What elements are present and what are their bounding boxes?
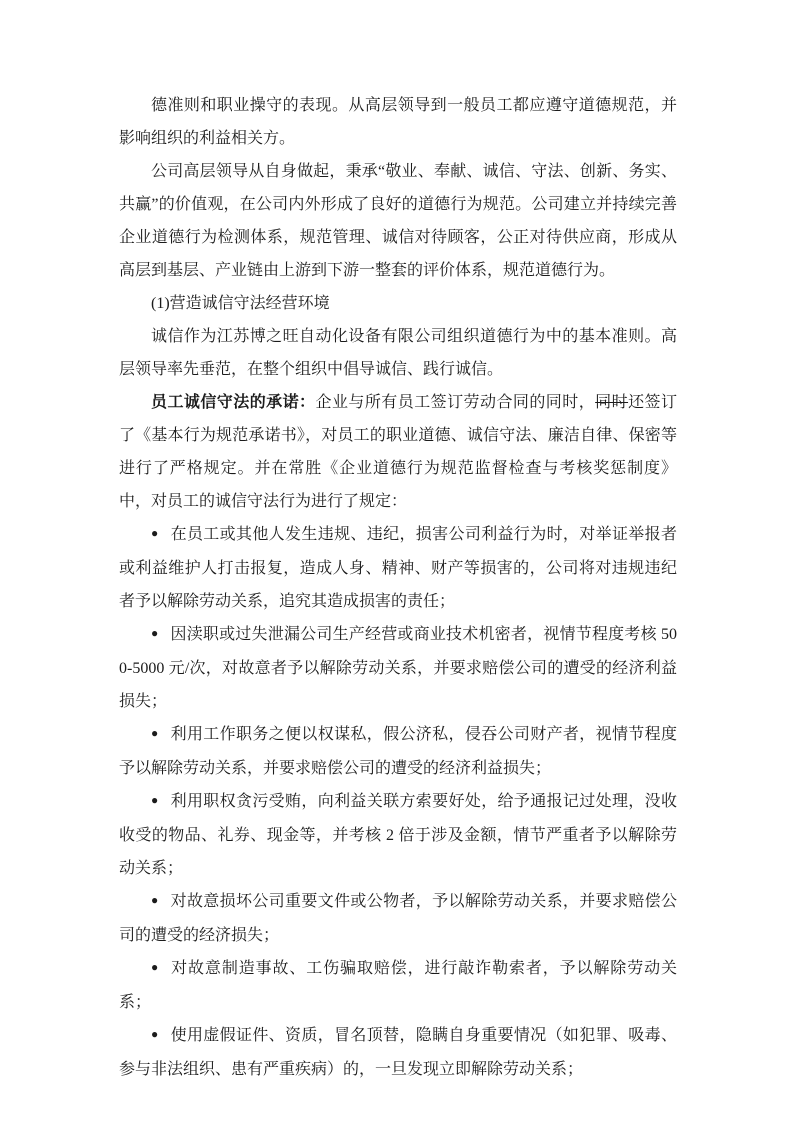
commitment-text-part1: 企业与所有员工签订劳动合同的同时， xyxy=(315,394,596,411)
bullet-text: 利用职权贪污受贿，向利益关联方索要好处，给予通报记过处理，没收收受的物品、礼券、现金等，并考核 2 倍于涉及金额，情节严重者予以解除劳动关系； xyxy=(119,793,677,877)
deleted-text: 同时 xyxy=(595,394,629,411)
bullet-item-damage-property xyxy=(119,885,677,952)
bullet-item-fraud-extortion xyxy=(119,952,677,1019)
bullet-icon: ● xyxy=(151,1027,159,1041)
commitment-lead-in: 员工诚信守法的承诺： xyxy=(151,394,316,411)
bullet-item-secret-leak xyxy=(119,618,677,718)
bullet-item-retaliation xyxy=(119,518,677,618)
bullet-icon: ● xyxy=(151,626,159,640)
bullet-text: 对故意损坏公司重要文件或公物者，予以解除劳动关系，并要求赔偿公司的遭受的经济损失； xyxy=(119,893,677,944)
bullet-item-abuse-of-position xyxy=(119,718,677,785)
bullet-text: 使用虚假证件、资质，冒名顶替，隐瞒自身重要情况（如犯罪、吸毒、参与非法组织、患有严重疾病）的，一旦发现立即解除劳动关系； xyxy=(119,1027,677,1078)
document-body xyxy=(119,89,677,1086)
section-heading-honest-lawful-environment: (1)营造诚信守法经营环境 xyxy=(151,295,330,312)
bullet-text: 在员工或其他人发生违规、违纪，损害公司利益行为时，对举证举报者或利益维护人打击报复，造成人身、精神、财产等损害的，公司将对违规违纪者予以解除劳动关系，追究其造成损害的责任； xyxy=(119,526,677,610)
bullet-icon: ● xyxy=(151,793,159,807)
bullet-item-fake-credentials xyxy=(119,1019,677,1086)
paragraph-continued-from-previous-page: 德准则和职业操守的表现。从高层领导到一般员工都应遵守道德规范，并影响组织的利益相关方。 xyxy=(119,97,677,147)
bullet-icon: ● xyxy=(151,960,160,974)
bullet-icon: ● xyxy=(151,526,159,540)
bullet-text: 对故意制造事故、工伤骗取赔偿，进行敲诈勒索者，予以解除劳动关系； xyxy=(119,960,677,1011)
bullet-icon: ● xyxy=(151,893,159,907)
bullet-icon: ● xyxy=(151,726,159,740)
paragraph-employee-commitment xyxy=(119,386,677,518)
bullet-item-corruption-bribery xyxy=(119,785,677,885)
bullet-text: 因渎职或过失泄漏公司生产经营或商业技术机密者，视情节程度考核 500-5000 元/次，对故意者予以解除劳动关系，并要求赔偿公司的遭受的经济利益损失； xyxy=(119,626,677,710)
bullet-text: 利用工作职务之便以权谋私，假公济私，侵吞公司财产者，视情节程度予以解除劳动关系，并要求赔偿公司的遭受的经济利益损失； xyxy=(119,726,677,777)
paragraph-integrity-principle: 诚信作为江苏博之旺自动化设备有限公司组织道德行为中的基本准则。高层领导率先垂范，在整个组织中倡导诚信、践行诚信。 xyxy=(119,328,677,378)
paragraph-leadership-values: 公司高层领导从自身做起，秉承“敬业、奉献、诚信、守法、创新、务实、共赢”的价值观，在公司内外形成了良好的道德行为规范。公司建立并持续完善企业道德行为检测体系，规范管理、诚信对待顾客，公正对待供应商，形成从高层到基层、产业链由上游到下游一整套的评价体系，规范道德行为。 xyxy=(119,163,677,279)
commitment-text-part2: 还签订了《基本行为规范承诺书》，对员工的职业道德、诚信守法、廉洁自律、保密等进行了严格规定。并在常胜《企业道德行为规范监督检查与考核奖惩制度》中，对员工的诚信守法行为进行了规定： xyxy=(119,394,677,510)
